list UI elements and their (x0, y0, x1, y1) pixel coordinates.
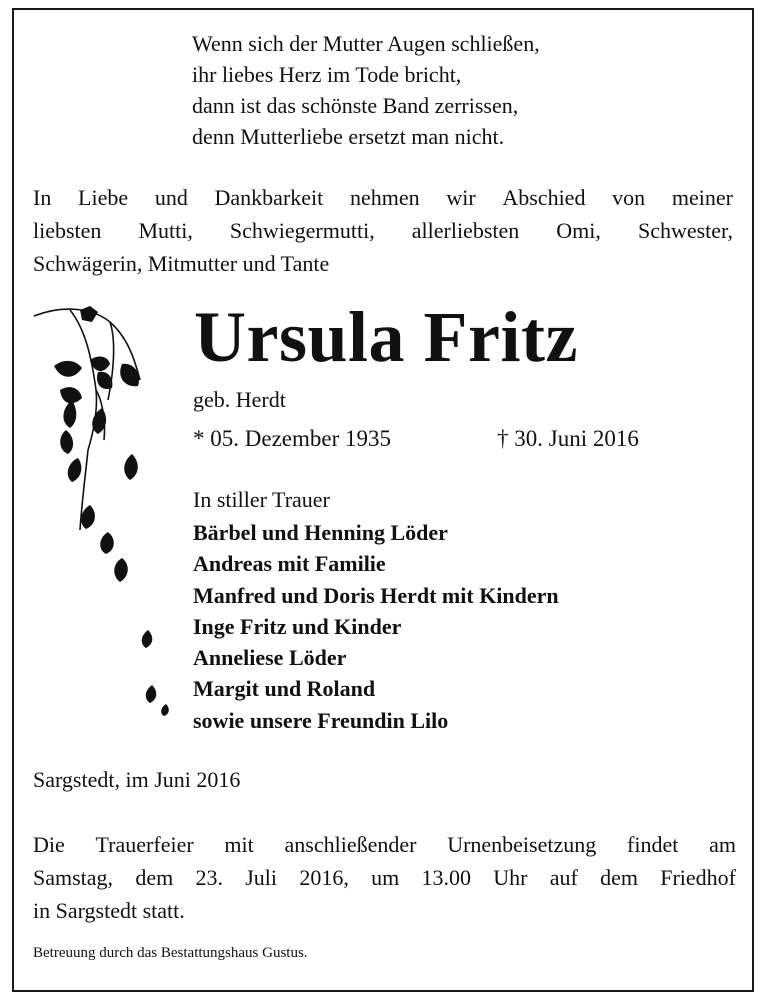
deceased-name: Ursula Fritz (194, 297, 578, 377)
death-date: † 30. Juni 2016 (497, 426, 639, 451)
intro-line (33, 214, 733, 247)
poem-line: dann ist das schönste Band zerrissen, (192, 93, 519, 118)
word: um (371, 865, 400, 890)
word: 2016, (299, 865, 349, 890)
mourning-intro: In stiller Trauer (193, 487, 330, 512)
word: Liebe (78, 185, 129, 210)
word: mit (224, 832, 254, 857)
word: findet (627, 832, 679, 857)
ceremony-line (33, 861, 736, 894)
place-date: Sargstedt, im Juni 2016 (33, 767, 241, 792)
poem (192, 28, 540, 152)
word: von (612, 185, 646, 210)
word: nehmen (349, 185, 420, 210)
poem-line: Wenn sich der Mutter Augen schließen, (192, 31, 540, 56)
word: Abschied (502, 185, 586, 210)
word: anschließender (284, 832, 417, 857)
word: Dankbarkeit (214, 185, 324, 210)
mourner: Manfred und Doris Herdt mit Kindern (193, 582, 559, 608)
birch-branch-icon (30, 300, 190, 730)
word: Die (33, 832, 65, 857)
word: dem (135, 865, 174, 890)
word: Friedhof (660, 865, 736, 890)
word: liebsten (33, 218, 102, 243)
word: In (33, 185, 52, 210)
mourner: Bärbel und Henning Löder (193, 520, 448, 545)
word: meiner (671, 185, 733, 210)
word: auf (549, 865, 578, 890)
maiden-name: geb. Herdt (193, 387, 286, 412)
birth-date: * 05. Dezember 1935 (193, 426, 391, 451)
word: Uhr (493, 865, 528, 890)
intro-line (33, 181, 733, 214)
word: 23. (195, 865, 223, 890)
intro-line: Schwägerin, Mitmutter und Tante (33, 251, 330, 276)
mourner: Anneliese Löder (193, 645, 347, 671)
mourner: Andreas mit Familie (193, 551, 386, 577)
mourner: Margit und Roland (193, 676, 376, 702)
word: Schwester, (637, 218, 733, 243)
poem-line: denn Mutterliebe ersetzt man nicht. (192, 124, 505, 149)
word: Samstag, (33, 865, 114, 890)
word: Schwiegermutti, (229, 218, 375, 243)
undertaker-note: Betreuung durch das Bestattungshaus Gustus. (33, 945, 308, 961)
word: und (154, 185, 188, 210)
word: Omi, (556, 218, 601, 243)
mourners-list (193, 517, 559, 736)
word: am (709, 832, 736, 857)
word: Mutti, (138, 218, 193, 243)
mourner: sowie unsere Freundin Lilo (193, 707, 449, 733)
mourner: Inge Fritz und Kinder (193, 613, 402, 639)
ceremony-line: in Sargstedt statt. (33, 898, 185, 923)
ceremony-info (33, 828, 736, 927)
ceremony-line (33, 828, 736, 861)
word: dem (600, 865, 638, 890)
poem-line: ihr liebes Herz im Tode bricht, (192, 62, 462, 87)
farewell-intro (33, 181, 733, 280)
word: Trauerfeier (95, 832, 194, 857)
word: Juli (245, 865, 278, 890)
word: allerliebsten (411, 218, 520, 243)
word: wir (446, 185, 476, 210)
word: Urnenbeisetzung (447, 832, 597, 857)
word: 13.00 (421, 865, 471, 890)
